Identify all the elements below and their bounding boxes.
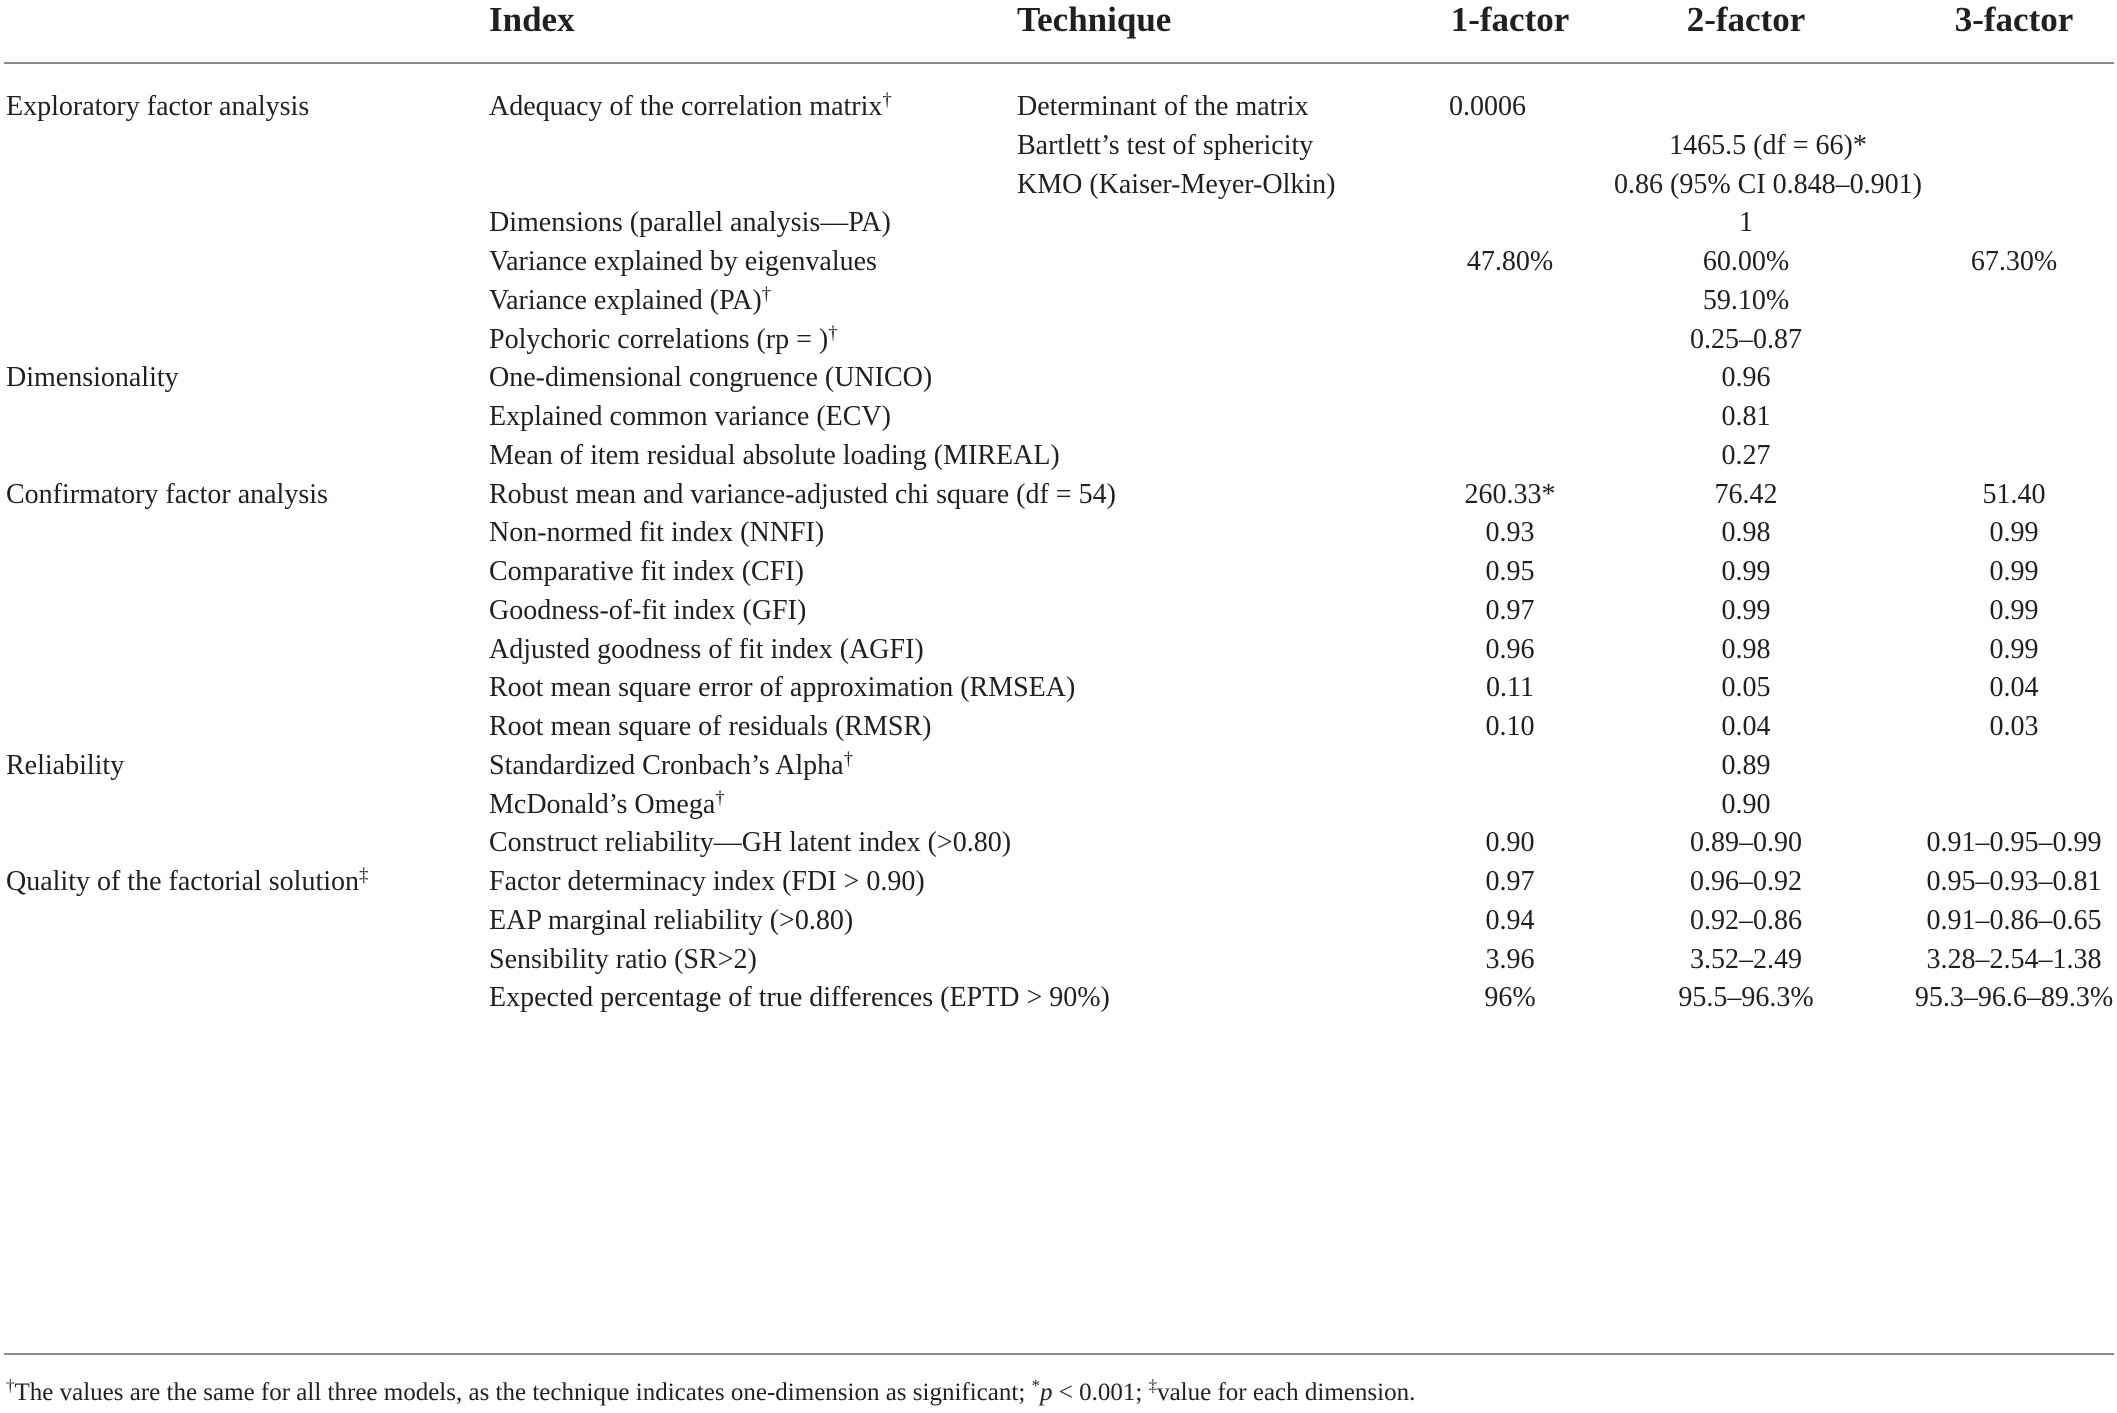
index-cell-text: Standardized Cronbach’s Alpha [489, 749, 844, 781]
value-3-factor-text: 0.03 [1989, 711, 2039, 742]
index-cell-text: Root mean square of residuals (RMSR) [489, 711, 932, 742]
value-2-factor [1678, 972, 1813, 1024]
value-1-factor-text: 260.33* [1464, 478, 1556, 510]
index-cell-text: EAP marginal reliability (>0.80) [489, 904, 854, 936]
value-2-factor-text: 0.04 [1721, 711, 1771, 742]
value-2-factor-text: 0.27 [1721, 439, 1771, 471]
value-3-factor-text: 95.3–96.6–89.3% [1914, 982, 2114, 1014]
value-1-factor-text: 47.80% [1466, 246, 1554, 277]
table-row [0, 972, 2117, 1024]
value-1-factor [1484, 972, 1535, 1024]
index-cell-text: Non-normed fit index (NNFI) [489, 517, 825, 549]
value-2-factor-text: 0.98 [1721, 517, 1771, 549]
index-cell-footnote-mark: † [828, 322, 838, 344]
value-2-factor-text: 0.92–0.86 [1690, 904, 1802, 936]
merged-value-cell-text: 1465.5 (df = 66)* [1669, 129, 1867, 161]
technique-cell-text: Bartlett’s test of sphericity [1017, 129, 1314, 161]
index-cell-text: Variance explained (PA) [489, 284, 762, 316]
index-cell-text: Dimensions (parallel analysis—PA) [489, 207, 891, 239]
value-3-factor-text: 3.28–2.54–1.38 [1926, 943, 2102, 975]
value-2-factor-text: 60.00% [1702, 246, 1790, 277]
index-cell-text: McDonald’s Omega [489, 788, 716, 820]
value-3-factor-text: 0.99 [1989, 633, 2039, 665]
value-3-factor-text: 0.91–0.95–0.99 [1926, 827, 2102, 859]
value-1-factor-text: 0.96 [1485, 633, 1535, 665]
value-2-factor-text: 0.90 [1721, 788, 1771, 820]
footnote [6, 1378, 1415, 1408]
index-cell-text: One-dimensional congruence (UNICO) [489, 362, 933, 394]
section-label-text: Exploratory factor analysis [6, 91, 310, 122]
index-cell-text: Comparative fit index (CFI) [489, 556, 804, 587]
header-2-factor: 2-factor [1686, 0, 1806, 39]
merged-value-cell-text: 0.86 (95% CI 0.848–0.901) [1614, 168, 1922, 200]
value-2-factor-text: 76.42 [1714, 478, 1778, 510]
value-1-factor-text: 0.93 [1485, 517, 1535, 549]
index-cell-text: Factor determinacy index (FDI > 0.90) [489, 866, 925, 897]
value-2-factor-text: 0.81 [1721, 401, 1771, 432]
value-1-factor-text: 0.90 [1485, 827, 1535, 859]
value-1-factor-text: 0.95 [1485, 556, 1535, 587]
value-3-factor-text: 0.99 [1989, 556, 2039, 587]
index-cell-text: Explained common variance (ECV) [489, 401, 891, 432]
section-label-text: Confirmatory factor analysis [6, 478, 328, 510]
index-cell-text: Adjusted goodness of fit index (AGFI) [489, 633, 924, 665]
section-label-text: Reliability [6, 749, 125, 781]
value-2-factor-text: 0.89–0.90 [1690, 827, 1802, 859]
index-cell-text: Root mean square error of approximation (RMSEA) [489, 672, 1076, 704]
index-cell-text: Sensibility ratio (SR>2) [489, 943, 757, 975]
value-2-factor-text: 0.25–0.87 [1690, 323, 1802, 355]
index-cell-text: Robust mean and variance-adjusted chi square (df = 54) [489, 478, 1116, 510]
value-2-factor-text: 95.5–96.3% [1678, 982, 1814, 1014]
value-3-factor [1915, 972, 2113, 1024]
header-3-factor: 3-factor [1954, 0, 2074, 39]
value-2-factor-text: 0.89 [1721, 749, 1771, 781]
footnote-double-dagger: ‡ [1148, 1376, 1158, 1395]
technique-cell-text: Determinant of the matrix [1017, 91, 1309, 122]
index-cell-text: Mean of item residual absolute loading (MIREAL) [489, 439, 1060, 471]
index-cell-text: Adequacy of the correlation matrix [489, 91, 883, 122]
value-1-factor-text: 0.97 [1485, 594, 1535, 626]
index-cell-footnote-mark: † [761, 283, 772, 305]
footnote-text-1: The values are the same for all three models, as the technique indicates one-dimension as significant; [14, 1379, 1032, 1406]
value-1-factor-text: 0.11 [1486, 672, 1534, 704]
section-label-text: Quality of the factorial solution [6, 866, 360, 897]
value-2-factor-text: 0.99 [1721, 556, 1771, 587]
value-2-factor-text: 0.99 [1721, 594, 1771, 626]
index-cell-footnote-mark: † [715, 787, 725, 809]
index-cell-text: Goodness-of-fit index (GFI) [489, 594, 807, 626]
value-3-factor-text: 51.40 [1982, 478, 2046, 510]
value-1-factor-text: 0.94 [1485, 904, 1535, 936]
footnote-star: * [1031, 1376, 1041, 1395]
technique-cell-text: KMO (Kaiser-Meyer-Olkin) [1017, 168, 1336, 200]
value-2-factor-text: 3.52–2.49 [1690, 943, 1802, 975]
footnote-p: p [1040, 1379, 1053, 1406]
footnote-text-2: < 0.001; [1052, 1379, 1149, 1406]
value-3-factor-text: 0.99 [1989, 517, 2039, 549]
value-2-factor-text: 0.96–0.92 [1690, 866, 1802, 897]
value-3-factor-text: 0.99 [1989, 594, 2039, 626]
index-cell-text: Expected percentage of true differences (EPTD > 90%) [489, 982, 1110, 1014]
value-1-factor-text: 96% [1484, 982, 1536, 1014]
value-1-factor-text: 0.97 [1485, 866, 1535, 897]
value-2-factor-text: 0.05 [1721, 672, 1771, 704]
value-3-factor-text: 0.04 [1989, 672, 2039, 704]
section-label-footnote-mark: ‡ [359, 865, 369, 886]
value-2-factor-text: 0.98 [1721, 633, 1771, 665]
index-cell-text: Construct reliability—GH latent index (>0.80) [489, 827, 1012, 859]
value-1-factor-text: 3.96 [1485, 943, 1535, 975]
value-2-factor-text: 59.10% [1702, 284, 1790, 316]
value-3-factor-text: 0.91–0.86–0.65 [1926, 904, 2102, 936]
value-3-factor-text: 67.30% [1970, 246, 2058, 277]
index-cell-text: Polychoric correlations (rp = ) [489, 323, 829, 355]
index-cell-text: Variance explained by eigenvalues [489, 246, 877, 277]
index-cell-footnote-mark: † [882, 90, 892, 111]
header-rule [4, 62, 2114, 64]
index-cell-footnote-mark: † [843, 748, 854, 770]
section-label-text: Dimensionality [6, 362, 179, 394]
header-technique: Technique [1017, 0, 1172, 39]
footnote-text-3: value for each dimension. [1157, 1379, 1416, 1406]
value-3-factor-text: 0.95–0.93–0.81 [1926, 866, 2102, 897]
value-2-factor-text: 0.96 [1721, 362, 1771, 394]
header-index: Index [489, 0, 575, 39]
value-1-factor-text: 0.10 [1485, 711, 1535, 742]
bottom-rule [4, 1353, 2114, 1355]
footnote-dagger: † [6, 1376, 15, 1395]
value-1-factor-text: 0.0006 [1449, 91, 1526, 122]
index-cell [489, 972, 1110, 1024]
header-1-factor: 1-factor [1450, 0, 1570, 39]
value-2-factor-text: 1 [1739, 207, 1753, 239]
